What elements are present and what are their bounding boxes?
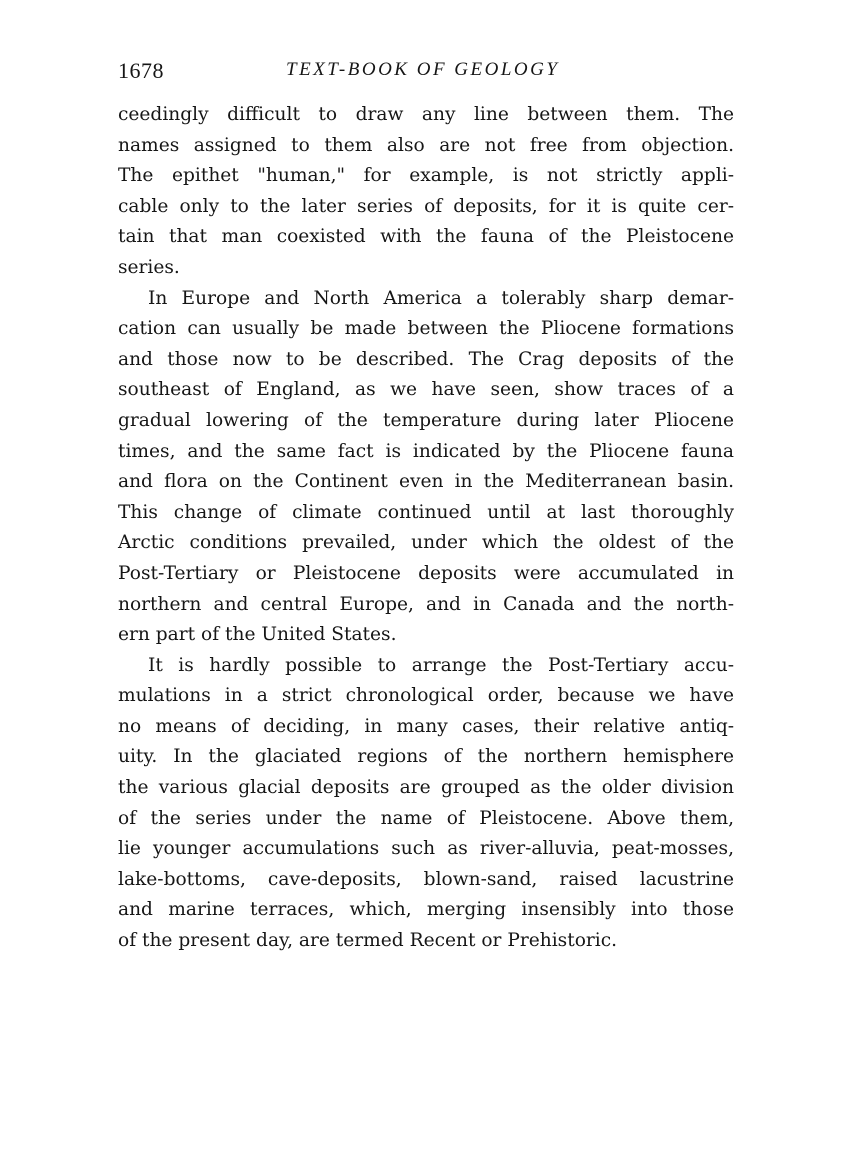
paragraph-2 bbox=[118, 284, 734, 651]
text-line: southeast of England, as we have seen, show traces of a bbox=[118, 379, 734, 401]
text-line: ern part of the United States. bbox=[118, 624, 397, 646]
text-line: lake-bottoms, cave-deposits, blown-sand, raised lacustrine bbox=[118, 868, 734, 890]
text-line: tain that man coexisted with the fauna of the Pleistocene bbox=[118, 226, 734, 248]
text-line: Post-Tertiary or Pleistocene deposits were accumulated in bbox=[118, 562, 734, 584]
text-line: This change of climate continued until at last thoroughly bbox=[118, 501, 734, 523]
text-line: lie younger accumulations such as river-alluvia, peat-mosses, bbox=[118, 838, 734, 860]
text-line: northern and central Europe, and in Canada and the north- bbox=[118, 593, 734, 615]
paragraph-3 bbox=[118, 651, 734, 957]
text-line: It is hardly possible to arrange the Post-Tertiary accu- bbox=[148, 654, 734, 676]
paragraph-1 bbox=[118, 100, 734, 284]
text-line: and those now to be described. The Crag deposits of the bbox=[118, 348, 734, 370]
text-line: ceedingly difficult to draw any line between them. The bbox=[118, 104, 734, 125]
text-line: uity. In the glaciated regions of the northern hemisphere bbox=[118, 746, 734, 768]
text-line: of the present day, are termed Recent or Prehistoric. bbox=[118, 930, 618, 952]
text-line: cation can usually be made between the Pliocene formations bbox=[118, 318, 734, 340]
text-line: the various glacial deposits are grouped as the older division bbox=[118, 777, 734, 799]
text-line: and flora on the Continent even in the Mediterranean basin. bbox=[118, 471, 734, 493]
text-line: cable only to the later series of deposits, for it is quite cer- bbox=[118, 195, 734, 217]
text-line: times, and the same fact is indicated by the Pliocene fauna bbox=[118, 440, 734, 462]
running-head: TEXT-BOOK OF GEOLOGY bbox=[286, 59, 560, 80]
text-line: series. bbox=[118, 256, 180, 278]
text-line: mulations in a strict chronological order, because we have bbox=[118, 685, 734, 707]
text-line: names assigned to them also are not free from objection. bbox=[118, 134, 734, 156]
text-line: of the series under the name of Pleistocene. Above them, bbox=[118, 807, 734, 829]
text-line: no means of deciding, in many cases, their relative antiq- bbox=[118, 715, 734, 737]
page-number: 1678 bbox=[118, 58, 164, 83]
text-line: Arctic conditions prevailed, under which the oldest of the bbox=[118, 532, 734, 554]
text-line: and marine terraces, which, merging insensibly into those bbox=[118, 899, 734, 921]
text-line: The epithet "human," for example, is not strictly appli- bbox=[118, 165, 734, 187]
page-header bbox=[118, 58, 734, 92]
body-text bbox=[118, 100, 734, 957]
text-line: In Europe and North America a tolerably sharp demar- bbox=[148, 287, 734, 309]
text-line: gradual lowering of the temperature during later Pliocene bbox=[118, 409, 734, 431]
